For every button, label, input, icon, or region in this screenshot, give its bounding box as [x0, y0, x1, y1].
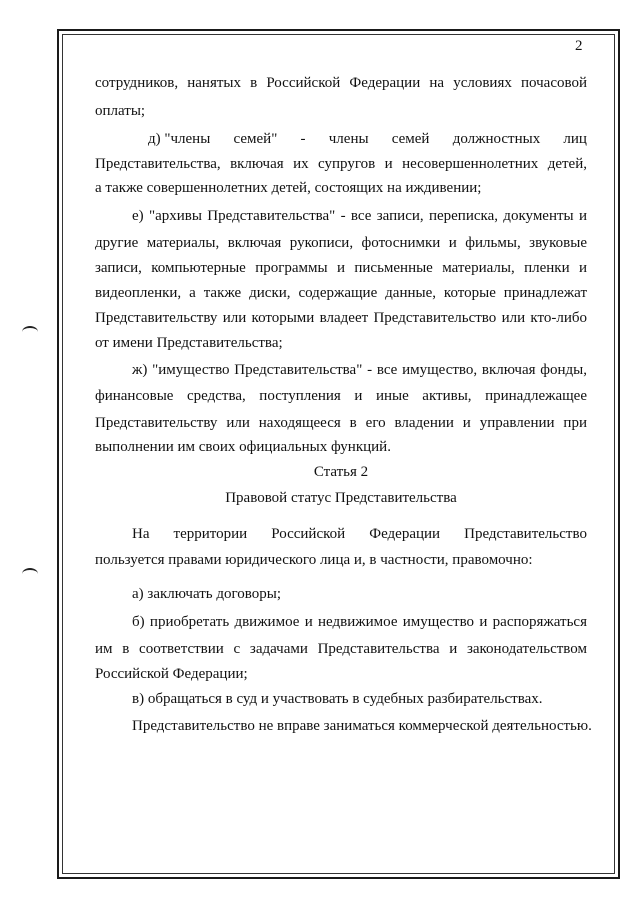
list-item-b: б) приобретать движимое и недвижимое имущество и распоряжаться: [132, 614, 587, 630]
text-line: от имени Представительства;: [95, 335, 283, 351]
text-line: записи, компьютерные программы и письменные материалы, пленки и: [95, 260, 587, 276]
word: На: [132, 526, 150, 542]
text-line: оплаты;: [95, 103, 146, 119]
word: должностных: [452, 131, 541, 147]
text-line: а также совершеннолетних детей, состоящих на иждивении;: [95, 180, 482, 196]
text-line: Российской Федерации;: [95, 666, 248, 682]
text-line: Представительству или которыми владеет Представительство или кто-либо: [95, 310, 587, 326]
text-line: другие материалы, включая рукописи, фотоснимки и фильмы, звуковые: [95, 235, 587, 251]
word: семей: [391, 131, 430, 147]
text-line: сотрудников, нанятых в Российской Федерации на условиях почасовой: [95, 75, 587, 91]
text-line: пользуется правами юридического лица и, в частности, правомочно:: [95, 552, 533, 568]
article-2-first-line: [132, 524, 587, 544]
article-number: Статья 2: [313, 464, 369, 480]
word: территории: [173, 526, 248, 542]
word: Представительство: [464, 526, 587, 542]
word: лиц: [563, 131, 587, 147]
binding-mark-bottom: [22, 568, 38, 580]
text-line: видеопленки, а также диски, содержащие данные, которые принадлежат: [95, 285, 587, 301]
text-line: Представительству или находящееся в его владении и управлении при: [95, 415, 587, 431]
definition-zh-first-line: ж) "имущество Представительства" - все имущество, включая фонды,: [132, 362, 587, 378]
article-title: Правовой статус Представительства: [225, 490, 457, 506]
word: члены: [328, 131, 369, 147]
page-number: 2: [575, 38, 583, 54]
word: Российской: [271, 526, 346, 542]
text-line: финансовые средства, поступления и иные активы, принадлежащее: [95, 388, 587, 404]
text-line: Представительства, включая их супругов и несовершеннолетних детей,: [95, 156, 587, 172]
word: семей": [233, 131, 278, 147]
text-line: им в соответствии с задачами Представительства и законодательством: [95, 641, 587, 657]
word: д) "члены: [148, 131, 211, 147]
text-line: выполнении им своих официальных функций.: [95, 439, 391, 455]
word: -: [300, 131, 306, 147]
definition-d-heading: [148, 129, 587, 149]
list-item-v: в) обращаться в суд и участвовать в судебных разбирательствах.: [132, 691, 543, 707]
closing-statement: Представительство не вправе заниматься коммерческой деятельностью.: [132, 718, 592, 734]
word: Федерации: [369, 526, 441, 542]
binding-mark-top: [22, 326, 38, 338]
definition-e-first-line: е) "архивы Представительства" - все записи, переписка, документы и: [132, 208, 587, 224]
list-item-a: а) заключать договоры;: [132, 586, 281, 602]
